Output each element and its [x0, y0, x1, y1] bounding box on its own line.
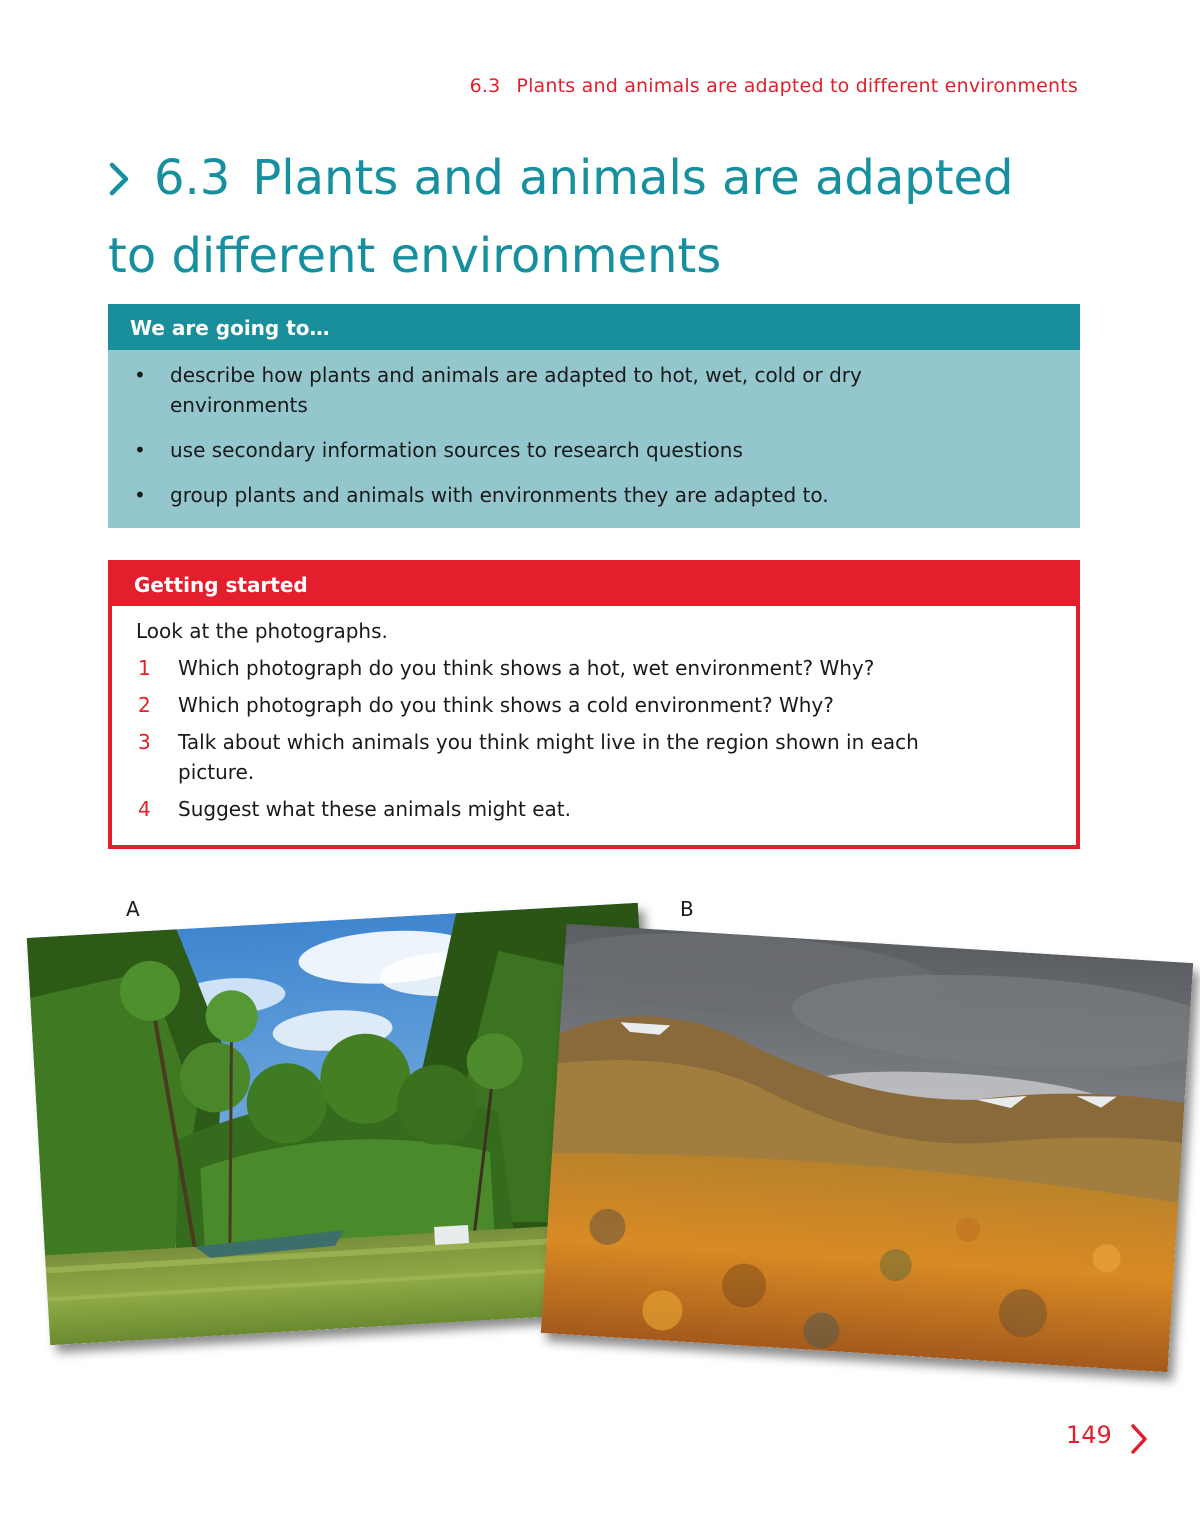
page-title	[108, 140, 1098, 294]
photo-b-tundra	[541, 924, 1194, 1373]
question-text: Which photograph do you think shows a hot, wet environment? Why?	[178, 656, 875, 680]
bullet: •	[134, 438, 146, 462]
question-text: Which photograph do you think shows a cold environment? Why?	[178, 693, 834, 717]
bullet: •	[134, 363, 146, 387]
page-title-line-1	[108, 140, 1098, 218]
question-text: Suggest what these animals might eat.	[178, 797, 572, 821]
photo-a-label: A	[126, 897, 140, 921]
question-item	[136, 727, 958, 787]
running-head-number: 6.3	[469, 75, 501, 97]
getting-started-heading: Getting started	[134, 573, 308, 597]
question-number: 3	[138, 730, 151, 754]
question-item	[136, 653, 958, 683]
objective-item: • group plants and animals with environments they are adapted to.	[108, 480, 930, 510]
page-number: 149	[1066, 1421, 1112, 1449]
objective-item: • use secondary information sources to research questions	[108, 435, 930, 465]
getting-started-intro: Look at the photographs.	[136, 619, 388, 643]
chevron-right-icon	[1130, 1424, 1148, 1458]
title-number: 6.3	[154, 150, 231, 206]
we-are-going-to-box	[108, 304, 1080, 528]
getting-started-body	[112, 606, 1076, 845]
question-text: Talk about which animals you think might live in the region shown in each picture.	[178, 730, 919, 784]
question-number: 1	[138, 656, 151, 680]
running-head-title: Plants and animals are adapted to different environments	[516, 75, 1078, 97]
question-number: 2	[138, 693, 151, 717]
we-are-going-to-heading: We are going to…	[108, 304, 1080, 350]
question-item	[136, 794, 958, 824]
running-head	[470, 75, 1078, 97]
question-item	[136, 690, 958, 720]
photo-b-label: B	[680, 897, 694, 921]
title-text-line-1: Plants and animals are adapted	[252, 150, 1014, 206]
getting-started-box	[108, 560, 1080, 849]
question-number: 4	[138, 797, 151, 821]
chevron-right-icon	[108, 140, 154, 218]
objective-item: • describe how plants and animals are adapted to hot, wet, cold or dry environments	[108, 360, 930, 420]
objectives-list	[108, 350, 1080, 510]
bullet: •	[134, 483, 146, 507]
title-text-line-2: to different environments	[108, 228, 722, 284]
